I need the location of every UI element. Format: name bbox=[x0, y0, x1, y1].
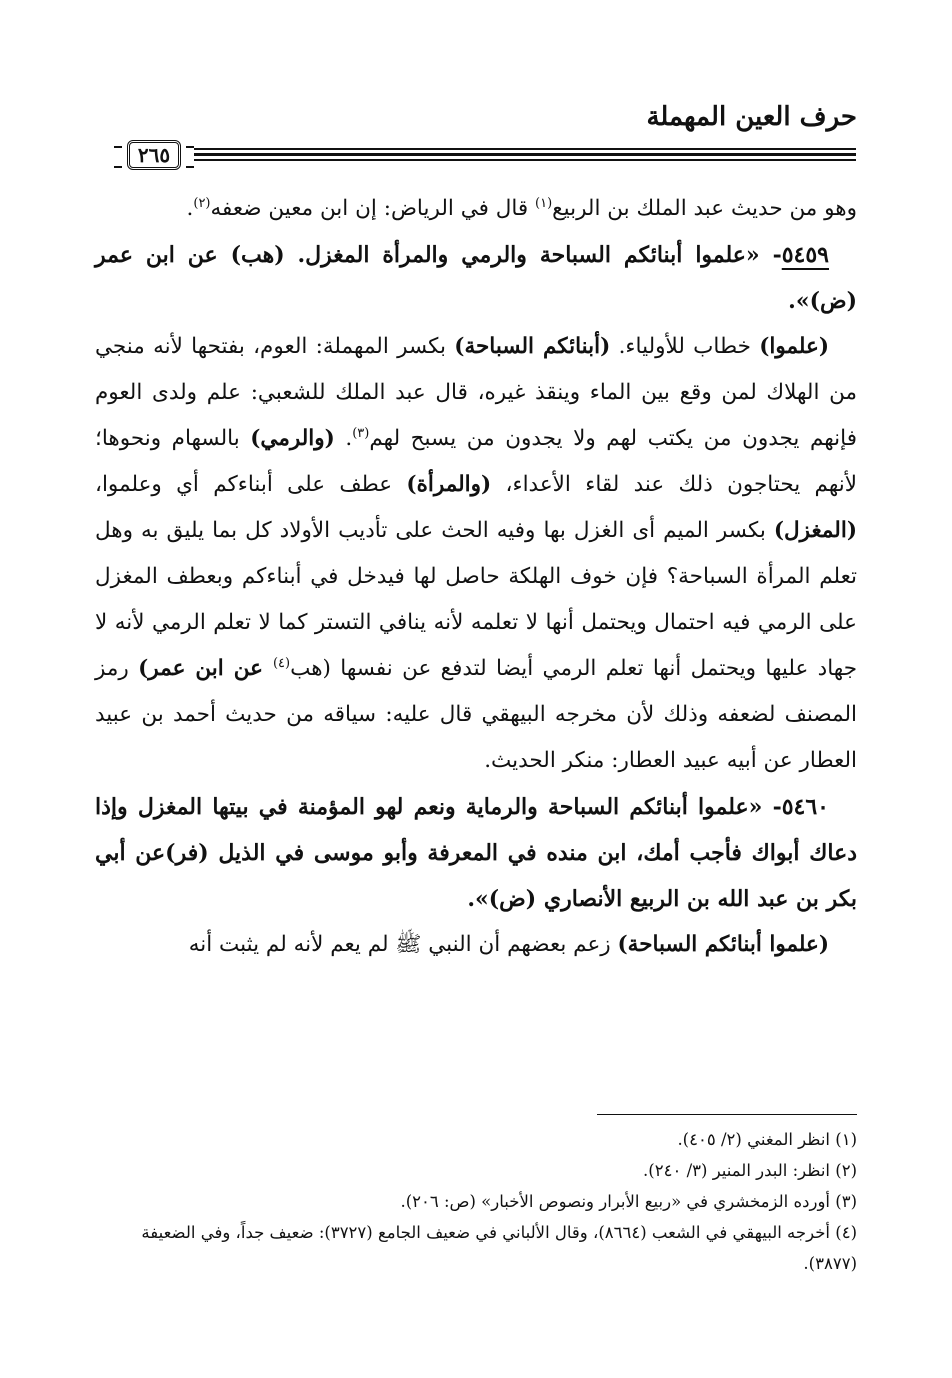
term: (والرمي) bbox=[250, 426, 335, 451]
term: (علموا) bbox=[759, 334, 829, 359]
footnote-ref-4: (٤) bbox=[272, 655, 291, 671]
footnote-3: (٣) أورده الزمخشري في «ربيع الأبرار ونصوص الأخبار» (ص: ٢٠٦). bbox=[400, 1192, 857, 1211]
text-run: عطف على أبناءكم أي وعلموا، bbox=[95, 472, 407, 497]
text-run: وهو من حديث عبد الملك بن الربيع bbox=[552, 196, 857, 221]
text-run: زعم بعضهم أن النبي ﷺ لم يعم لأنه لم يثبت أنه bbox=[188, 932, 618, 957]
term: (والمرأة) bbox=[406, 472, 492, 497]
paragraph-continuation bbox=[95, 186, 857, 232]
footnote-ref-1: (١) bbox=[535, 195, 553, 211]
commentary-paragraph bbox=[95, 922, 857, 968]
header-rule-line bbox=[194, 153, 856, 156]
footnotes bbox=[95, 1124, 857, 1279]
text-run: بكسر المهملة: العوم، بفتحها لأنه منجي من الهلاك لمن وقع بين الماء وينقذ غيره، قال عبد الملك للشعبي: علم ولدى العوم فإنهم يجدون من يكتب لهم ولا يجدون من يسبح لهم bbox=[95, 334, 857, 451]
hadith-5460 bbox=[95, 784, 857, 922]
term: عن ابن عمر) bbox=[138, 656, 273, 681]
commentary-paragraph bbox=[95, 324, 857, 784]
footnote-1: (١) انظر المغني (٢/ ٤٠٥). bbox=[677, 1130, 857, 1149]
page-number: ٢٦٥ bbox=[127, 140, 181, 170]
hadith-text: - «علموا أبنائكم السباحة والرماية ونعم لهو المؤمنة في بيتها المغزل وإذا دعاك أبواك فأجب أمك، ابن منده في المعرفة وأبو موسى في الذيل (فر)عن أبي بكر بن عبد الله بن الربيع الأنصاري (ض)». bbox=[95, 794, 857, 912]
footnote-4: (٤) أخرجه البيهقي في الشعب (٨٦٦٤)، وقال الألباني في ضعيف الجامع (٣٧٢٧): ضعيف جداً، وفي الضعيفة (٣٨٧٧). bbox=[141, 1223, 857, 1273]
text-run: بكسر الميم أى الغزل بها وفيه الحث على تأديب الأولاد كل بما يليق به وهل تعلم المرأة السباحة؟ فإن خوف الهلكة حاصل لها فيدخل في أبناءكم وبعطف المغزل على الرمي فيه احتمال ويحتمل أنها لا تعلمه لأنه ينافي التستر كما لا تعلم الرمي لأنه لا جهاد عليها ويحتمل أنها تعلم الرمي أيضا لتدفع عن نفسها (هب bbox=[95, 518, 857, 681]
text-run: رمز المصنف لضعفه وذلك لأن مخرجه البيهقي قال عليه: سياقه من حديث أحمد بن عبيد العطار عن أبيه عبيد العطار: منكر الحديث. bbox=[95, 656, 857, 773]
text-run: . bbox=[186, 196, 194, 221]
main-text bbox=[95, 186, 857, 968]
term: (المغزل) bbox=[773, 518, 857, 543]
text-run: بالسهام ونحوها؛ لأنهم يحتاجون ذلك عند لقاء الأعداء، bbox=[95, 426, 857, 497]
chapter-title: حرف العين المهملة bbox=[646, 102, 857, 132]
hadith-text: - «علموا أبنائكم السباحة والرمي والمرأة المغزل. (هب) عن ابن عمر (ض)». bbox=[95, 242, 857, 314]
text-run: خطاب للأولياء. bbox=[610, 334, 760, 359]
frame-ornament bbox=[114, 146, 122, 168]
footnote-ref-3: (٣) bbox=[352, 425, 370, 441]
header-rule-line bbox=[194, 159, 856, 161]
hadith-number: ٥٤٦٠ bbox=[781, 794, 829, 820]
term: (أبنائكم السباحة) bbox=[454, 334, 611, 359]
term: (علموا أبنائكم السباحة) bbox=[617, 932, 829, 957]
hadith-number: ٥٤٥٩ bbox=[781, 242, 829, 268]
page-number-frame bbox=[114, 140, 194, 170]
frame-ornament bbox=[186, 146, 194, 168]
footnote-ref-2: (٢) bbox=[193, 195, 211, 211]
text-run: قال في الرياض: إن ابن معين ضعفه bbox=[210, 196, 536, 221]
header-rule-line bbox=[194, 148, 856, 150]
header-rule bbox=[114, 140, 856, 174]
hadith-5459 bbox=[95, 232, 857, 324]
footnote-2: (٢) انظر: البدر المنير (٣/ ٢٤٠). bbox=[643, 1161, 857, 1180]
footnote-separator bbox=[597, 1114, 857, 1115]
text-run: . bbox=[334, 426, 353, 451]
